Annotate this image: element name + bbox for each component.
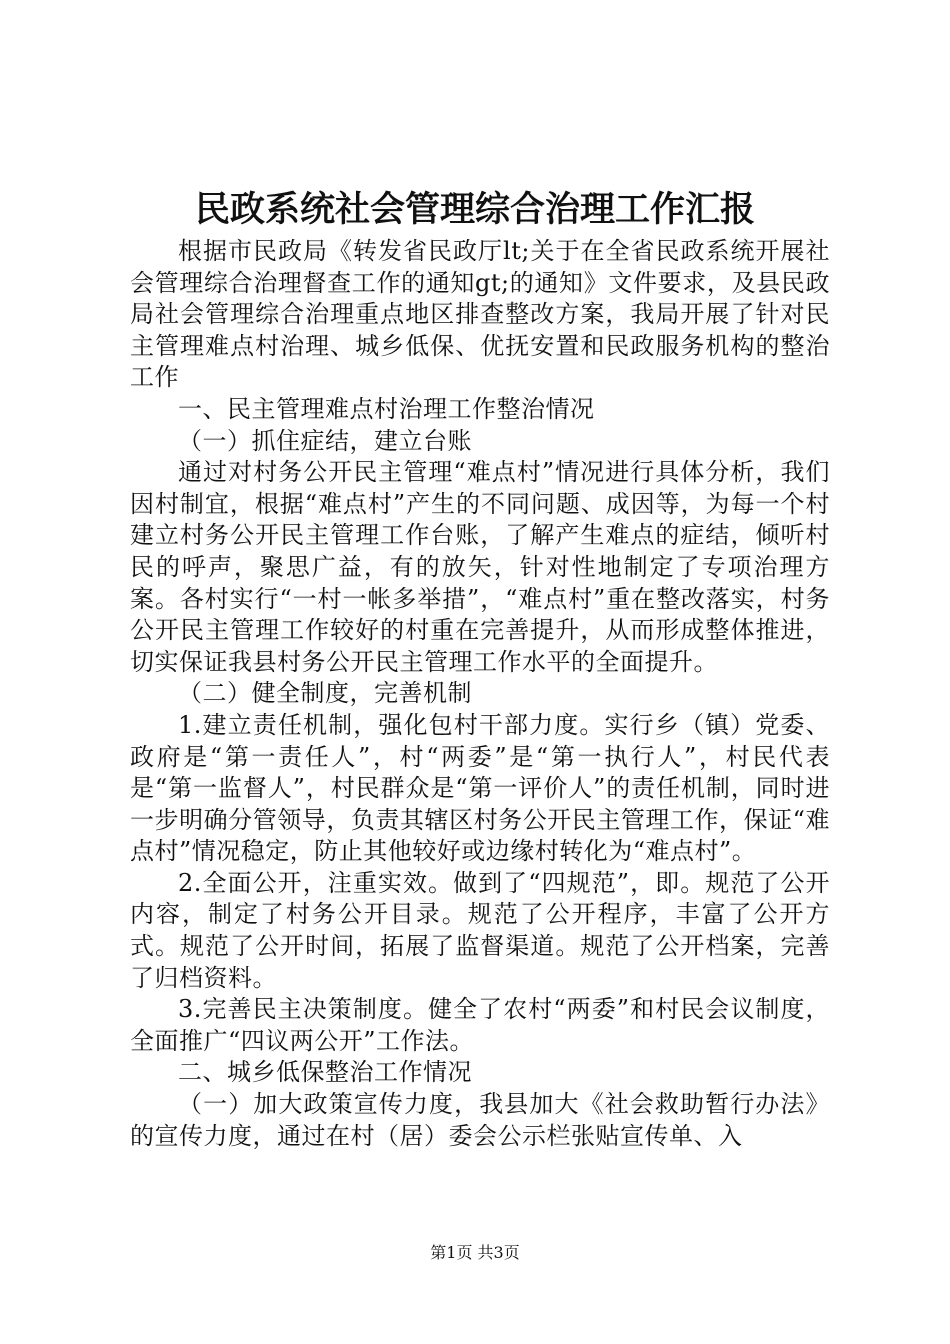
subsection-heading-1-1: （一）抓住症结，建立台账 <box>178 426 472 455</box>
body-paragraph: 1.建立责任机制，强化包村干部力度。实行乡（镇）党委、政府是“第一责任人”，村“两委”是“第一执行人”，村民代表是“第一监督人”，村民群众是“第一评价人”的责任机制，同时进一步明确分管领导，负责其辖区村务公开民主管理工作，保证“难点村”情况稳定，防止其他较好或边缘村转化为“难点村”。 <box>130 710 830 866</box>
section-heading-2: 二、城乡低保整治工作情况 <box>178 1058 472 1087</box>
body-paragraph: 2.全面公开，注重实效。做到了“四规范”，即。规范了公开内容，制定了村务公开目录。规范了公开程序，丰富了公开方式。规范了公开时间，拓展了监督渠道。规范了公开档案，完善了归档资料。 <box>130 868 830 992</box>
subsection-heading-1-2: （二）健全制度，完善机制 <box>178 679 472 708</box>
section-heading-1: 一、民主管理难点村治理工作整治情况 <box>178 394 595 423</box>
body-paragraph: 3.完善民主决策制度。健全了农村“两委”和村民会议制度，全面推广“四议两公开”工作法。 <box>130 995 830 1055</box>
document-body <box>130 236 830 1152</box>
body-paragraph: （一）加大政策宣传力度，我县加大《社会救助暂行办法》的宣传力度，通过在村（居）委会公示栏张贴宣传单、入 <box>130 1090 830 1150</box>
intro-paragraph: 根据市民政局《转发省民政厅lt;关于在全省民政系统开展社会管理综合治理督查工作的通知gt;的通知》文件要求，及县民政局社会管理综合治理重点地区排查整改方案，我局开展了针对民主管理难点村治理、城乡低保、优抚安置和民政服务机构的整治工作 <box>130 237 830 392</box>
document-title: 民政系统社会管理综合治理工作汇报 <box>194 190 755 230</box>
body-paragraph: 通过对村务公开民主管理“难点村”情况进行具体分析，我们因村制宜，根据“难点村”产生的不同问题、成因等，为每一个村建立村务公开民主管理工作台账，了解产生难点的症结，倾听村民的呼声，聚思广益，有的放矢，针对性地制定了专项治理方案。各村实行“一村一帐多举措”，“难点村”重在整改落实，村务公开民主管理工作较好的村重在完善提升，从而形成整体推进，切实保证我县村务公开民主管理工作水平的全面提升。 <box>130 458 830 676</box>
page-footer: 第1页 共3页 <box>430 1243 520 1262</box>
